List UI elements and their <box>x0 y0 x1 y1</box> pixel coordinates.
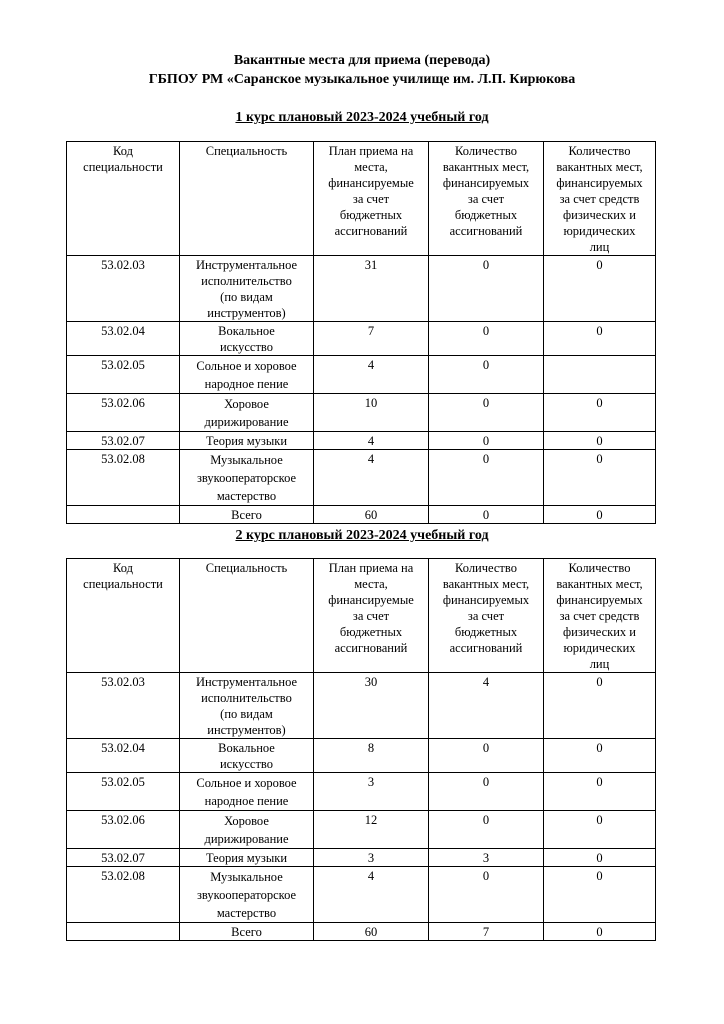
cell-code: 53.02.07 <box>67 849 180 867</box>
cell-plan: 60 <box>314 923 429 941</box>
cell-specialty: Хоровое дирижирование <box>180 811 314 849</box>
cell-plan: 60 <box>314 506 429 524</box>
cell-code: 53.02.07 <box>67 432 180 450</box>
table-row <box>67 356 656 394</box>
cell-specialty: Хоровое дирижирование <box>180 394 314 432</box>
cell-plan: 4 <box>314 450 429 506</box>
cell-plan: 4 <box>314 432 429 450</box>
cell-specialty: Теория музыки <box>180 432 314 450</box>
cell-paid-vacant: 0 <box>544 773 656 811</box>
cell-specialty: Инструментальное исполнительство (по видам инструментов) <box>180 256 314 322</box>
section-title-course-1: 1 курс плановый 2023-2024 учебный год <box>235 110 489 125</box>
cell-budget-vacant: 0 <box>429 450 544 506</box>
table-header-row <box>67 142 656 256</box>
cell-specialty: Вокальное искусство <box>180 322 314 356</box>
cell-code: 53.02.04 <box>67 739 180 773</box>
cell-budget-vacant: 0 <box>429 867 544 923</box>
cell-plan: 3 <box>314 849 429 867</box>
cell-budget-vacant: 0 <box>429 739 544 773</box>
cell-paid-vacant: 0 <box>544 322 656 356</box>
table-row <box>67 811 656 849</box>
column-header-paid-vacant: Количество вакантных мест, финансируемых за счет средств физических и юридических лиц <box>544 142 656 256</box>
cell-paid-vacant: 0 <box>544 673 656 739</box>
cell-budget-vacant: 0 <box>429 432 544 450</box>
table-row <box>67 394 656 432</box>
column-header-plan: План приема на места, финансируемые за счет бюджетных ассигнований <box>314 142 429 256</box>
cell-plan: 7 <box>314 322 429 356</box>
cell-budget-vacant: 0 <box>429 773 544 811</box>
cell-paid-vacant: 0 <box>544 811 656 849</box>
column-header-budget-vacant: Количество вакантных мест, финансируемых за счет бюджетных ассигнований <box>429 142 544 256</box>
column-header-plan: План приема на места, финансируемые за счет бюджетных ассигнований <box>314 559 429 673</box>
table-header-row <box>67 559 656 673</box>
table-row <box>67 849 656 867</box>
table-row <box>67 432 656 450</box>
cell-paid-vacant: 0 <box>544 432 656 450</box>
cell-paid-vacant: 0 <box>544 923 656 941</box>
table-row <box>67 256 656 322</box>
cell-paid-vacant: 0 <box>544 256 656 322</box>
cell-paid-vacant: 0 <box>544 450 656 506</box>
cell-budget-vacant: 0 <box>429 322 544 356</box>
cell-code: 53.02.03 <box>67 256 180 322</box>
cell-budget-vacant: 7 <box>429 923 544 941</box>
column-header-code: Код специальности <box>67 559 180 673</box>
vacancy-table-course-2 <box>66 558 656 941</box>
cell-code: 53.02.04 <box>67 322 180 356</box>
cell-code: 53.02.06 <box>67 811 180 849</box>
cell-specialty: Сольное и хоровое народное пение <box>180 356 314 394</box>
cell-code <box>67 506 180 524</box>
column-header-code: Код специальности <box>67 142 180 256</box>
cell-plan: 31 <box>314 256 429 322</box>
cell-specialty: Теория музыки <box>180 849 314 867</box>
cell-budget-vacant: 0 <box>429 394 544 432</box>
column-header-specialty: Специальность <box>180 559 314 673</box>
table-row <box>67 867 656 923</box>
cell-plan: 4 <box>314 356 429 394</box>
cell-paid-vacant: 0 <box>544 394 656 432</box>
cell-code: 53.02.08 <box>67 867 180 923</box>
institution-name: ГБПОУ РМ «Саранское музыкальное училище им. Л.П. Кирюкова <box>148 72 576 87</box>
cell-plan: 10 <box>314 394 429 432</box>
cell-code: 53.02.05 <box>67 356 180 394</box>
cell-specialty: Сольное и хоровое народное пение <box>180 773 314 811</box>
table-row <box>67 739 656 773</box>
table-total-row <box>67 923 656 941</box>
cell-code <box>67 923 180 941</box>
cell-paid-vacant: 0 <box>544 506 656 524</box>
column-header-specialty: Специальность <box>180 142 314 256</box>
cell-specialty: Инструментальное исполнительство (по видам инструментов) <box>180 673 314 739</box>
cell-paid-vacant: 0 <box>544 867 656 923</box>
document-title: Вакантные места для приема (перевода) <box>233 53 491 68</box>
section-title-course-2: 2 курс плановый 2023-2024 учебный год <box>235 528 489 543</box>
table-row <box>67 773 656 811</box>
table-row <box>67 322 656 356</box>
table-total-row <box>67 506 656 524</box>
cell-plan: 4 <box>314 867 429 923</box>
cell-paid-vacant <box>544 356 656 394</box>
cell-budget-vacant: 0 <box>429 356 544 394</box>
cell-budget-vacant: 0 <box>429 506 544 524</box>
cell-code: 53.02.05 <box>67 773 180 811</box>
cell-code: 53.02.08 <box>67 450 180 506</box>
table-row <box>67 673 656 739</box>
vacancy-table-course-1 <box>66 141 656 524</box>
cell-plan: 3 <box>314 773 429 811</box>
cell-budget-vacant: 0 <box>429 256 544 322</box>
cell-paid-vacant: 0 <box>544 739 656 773</box>
cell-total-label: Всего <box>180 923 314 941</box>
table-row <box>67 450 656 506</box>
column-header-budget-vacant: Количество вакантных мест, финансируемых за счет бюджетных ассигнований <box>429 559 544 673</box>
cell-paid-vacant: 0 <box>544 849 656 867</box>
cell-specialty: Музыкальное звукооператорское мастерство <box>180 867 314 923</box>
column-header-paid-vacant: Количество вакантных мест, финансируемых за счет средств физических и юридических лиц <box>544 559 656 673</box>
cell-code: 53.02.06 <box>67 394 180 432</box>
cell-plan: 8 <box>314 739 429 773</box>
cell-specialty: Музыкальное звукооператорское мастерство <box>180 450 314 506</box>
cell-budget-vacant: 3 <box>429 849 544 867</box>
cell-plan: 12 <box>314 811 429 849</box>
cell-specialty: Вокальное искусство <box>180 739 314 773</box>
cell-plan: 30 <box>314 673 429 739</box>
cell-total-label: Всего <box>180 506 314 524</box>
cell-budget-vacant: 0 <box>429 811 544 849</box>
cell-budget-vacant: 4 <box>429 673 544 739</box>
cell-code: 53.02.03 <box>67 673 180 739</box>
